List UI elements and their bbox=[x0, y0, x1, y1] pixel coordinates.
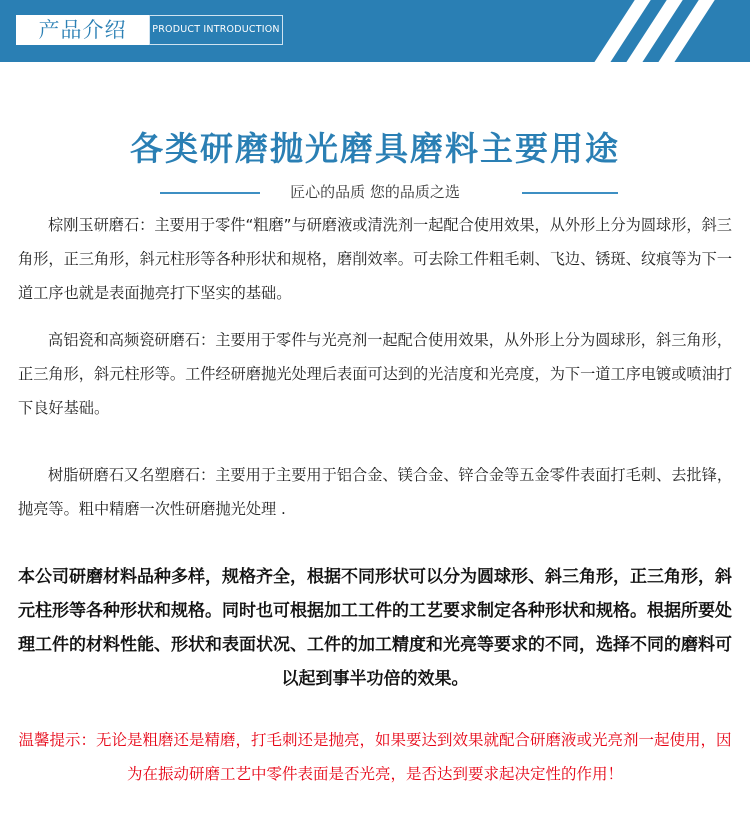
tagline: 匠心的品质 您的品质之选 bbox=[290, 183, 460, 201]
page-title: 各类研磨抛光磨具磨料主要用途 bbox=[130, 129, 620, 168]
divider-right bbox=[522, 192, 618, 194]
paragraph-resin: 树脂研磨石又名塑磨石：主要用于主要用于铝合金、镁合金、锌合金等五金零件表面打毛刺、去批锋，抛亮等。粗中精磨一次性研磨抛光处理 . bbox=[18, 466, 732, 518]
section-subtitle-box bbox=[149, 15, 283, 45]
header-banner bbox=[0, 0, 750, 62]
paragraph-alumina: 高铝瓷和高频瓷研磨石：主要用于零件与光亮剂一起配合使用效果，从外形上分为圆球形，斜三角形，正三角形，斜元柱形等。工件经研磨抛光处理后表面可达到的光洁度和光亮度，为下一道工序电镀或喷油打下良好基础。 bbox=[18, 331, 732, 417]
section-title-box bbox=[16, 15, 149, 45]
tagline-row bbox=[0, 180, 750, 204]
paragraph-brown-corundum: 棕刚玉研磨石：主要用于零件“粗磨”与研磨液或清洗剂一起配合使用效果，从外形上分为圆球形，斜三角形，正三角形，斜元柱形等各种形状和规格，磨削效率。可去除工件粗毛刺、飞边、锈斑、纹痕等为下一道工序也就是表面抛亮打下坚实的基础。 bbox=[18, 216, 732, 302]
section-subtitle: PRODUCT INTRODUCTION bbox=[152, 24, 280, 35]
warm-tip: 温馨提示：无论是粗磨还是精磨，打毛刺还是抛亮，如果要达到效果就配合研磨液或光亮剂一起使用，因为在振动研磨工艺中零件表面是否光亮，是否达到要求起决定性的作用！ bbox=[18, 731, 732, 783]
section-title: 产品介绍 bbox=[38, 18, 127, 42]
company-summary: 本公司研磨材料品种多样，规格齐全，根据不同形状可以分为圆球形、斜三角形，正三角形，斜元柱形等各种形状和规格。同时也可根据加工工件的工艺要求制定各种形状和规格。根据所要处理工件的材料性能、形状和表面状况、工件的加工精度和光亮等要求的不同，选择不同的磨料可以起到事半功倍的效果。 bbox=[18, 567, 732, 689]
